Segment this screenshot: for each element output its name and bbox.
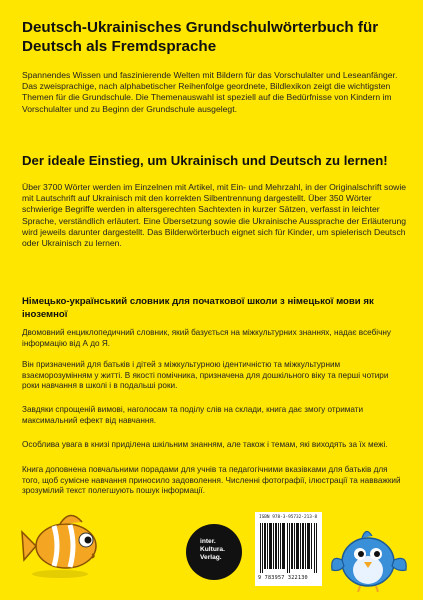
isbn-barcode [255, 512, 322, 586]
german-subtitle: Der ideale Einstieg, um Ukrainisch und Deutsch zu lernen! [22, 153, 388, 168]
german-body: Über 3700 Wörter werden im Einzelnen mit Artikel, mit Ein- und Mehrzahl, in der Originalschrift sowie mit Lautschrift auf Ukrainisch mit den korrekten Silbentrennung dargestellt. Über 350 Wörter schwierige Begriffe werden in altersgerechten Sachtexten in kurzer Sätzen, verfasst in leichter Sprache, verständlich erläutert. Eine Übersetzung sowie die Ukrainische Aussprache der Erläuterung wird jeweils darunter dargestellt. Das Bilderwörterbuch eignet sich für Kinder, um spielerisch Deutsch oder Ukrainisch zu lernen. [22, 182, 407, 249]
isbn-number: 9 783957 322130 [258, 575, 308, 581]
german-title: Deutsch-Ukrainisches Grundschulwörterbuch für Deutsch als Fremdsprache [22, 19, 379, 55]
ukrainian-paragraph-1: Двомовний енциклопедичний словник, який базується на міжкультурних знаннях, надає всебічну інформацію від А до Я. [22, 328, 392, 348]
barcode-bars [260, 523, 317, 573]
ukrainian-paragraph-4: Особлива увага в книзі приділена шкільним знанням, але також і темам, які виходять за їх межі. [22, 440, 388, 449]
german-intro: Spannendes Wissen und faszinierende Welten mit Bildern für das Vorschulalter und Leseanfänger. Das zweisprachige, nach alphabetischer Reihenfolge geordnete, Bildlexikon zeigt die wichtigsten Themen für die Grundschule. Die Themenauswahl ist speziell auf die Bedürfnisse von Kindern im Vorschulalter und zu Beginn der Grundschule ausgelegt. [22, 70, 398, 114]
ukrainian-paragraph-3: Завдяки спрощеній вимові, наголосам та поділу слів на склади, книга дає змогу отримати максимальний ефект від навчання. [22, 405, 364, 425]
publisher-logo [186, 524, 242, 580]
ukrainian-paragraph-5: Книга доповнена повчальними порадами для учнів та педагогічними вказівками для батьків для того, щоб сумісне навчання приносило задоволення. Численні фотографії, ілюстрації та навважкий зрозумілий текст полегшують пошук інформації. [22, 465, 401, 496]
fish-illustration [20, 502, 106, 582]
publisher-logo-text: inter. Kultura. Verlag. [200, 538, 225, 561]
ukrainian-paragraph-2: Він призначений для батьків і дітей з міжкультурною ідентичністю та міжкультурним взаєморозумінням у житті. В якості помічника, призначена для дошкільного віку та перші чотири роки навчання в школі і в подальші роки. [22, 360, 389, 391]
bird-illustration [328, 520, 410, 595]
ukrainian-title: Німецько-український словник для початкової школи з німецької мови як іноземної [22, 296, 374, 320]
isbn-label: ISBN 978-3-95732-213-8 [259, 515, 318, 520]
